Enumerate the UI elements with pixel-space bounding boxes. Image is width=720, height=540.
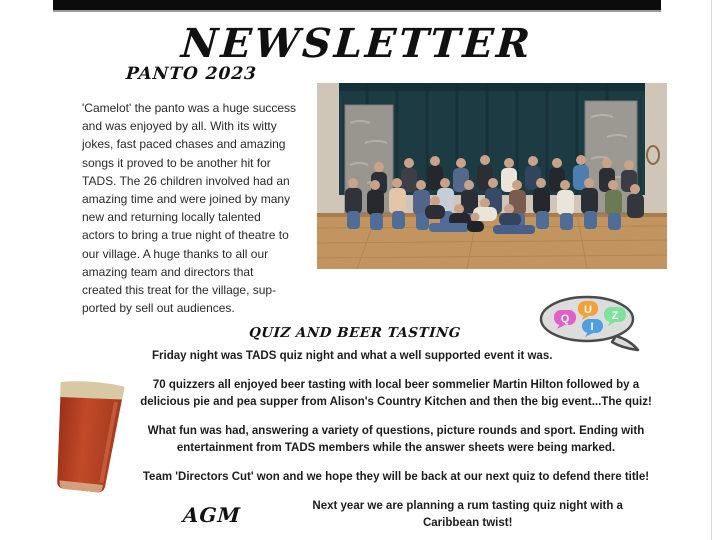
quiz-line: entertainment from TADS members while the answer sheets were being marked. bbox=[176, 442, 616, 454]
quiz-heading: QUIZ AND BEER TASTING bbox=[248, 325, 462, 341]
panto-article-line: and was enjoyed by all. With its witty bbox=[82, 119, 277, 134]
bubble-letter-i: I bbox=[590, 321, 594, 333]
newsletter-title: NEWSLETTER bbox=[179, 20, 535, 67]
panto-article-line: actors to bring a true night of theatre to bbox=[82, 228, 289, 243]
panto-article-line: amazing team and directors that bbox=[82, 264, 254, 279]
masthead-bar bbox=[53, 0, 661, 12]
beer-glass-icon bbox=[44, 377, 130, 498]
panto-article-line: 'Camelot' the panto was a huge success bbox=[82, 101, 297, 115]
quiz-line: delicious pie and pea supper from Alison's Country Kitchen and then the big event...The quiz! bbox=[140, 396, 652, 408]
panto-heading: PANTO 2023 bbox=[125, 64, 258, 84]
bubble-letter-u: U bbox=[584, 304, 592, 316]
panto-article-line: jokes, fast paced chases and amazing bbox=[82, 137, 286, 152]
quiz-speech-bubble-icon bbox=[538, 294, 642, 352]
panto-article-line: ported by sell out audiences. bbox=[82, 301, 235, 316]
quiz-line: Friday night was TADS quiz night and what a well supported event it was. bbox=[152, 350, 553, 362]
panto-article-line: our village. A huge thanks to all our bbox=[82, 246, 269, 261]
panto-article-line: amazing time and were joined by many bbox=[82, 192, 291, 207]
agm-heading: AGM bbox=[182, 503, 242, 527]
quiz-line: Caribbean twist! bbox=[422, 517, 513, 529]
panto-article-text bbox=[82, 99, 304, 317]
quiz-line: What fun was had, answering a variety of questions, picture rounds and sport. Ending with bbox=[147, 425, 645, 437]
quiz-line: 70 quizzers all enjoyed beer tasting with local beer sommelier Martin Hilton followed by a bbox=[152, 379, 640, 391]
quiz-line: Next year we are planning a rum tasting quiz night with a bbox=[312, 500, 623, 512]
bubble-letter-z: Z bbox=[611, 310, 619, 322]
bubble-letter-q: Q bbox=[560, 313, 570, 325]
quiz-line: Team 'Directors Cut' won and we hope they will be back at our next quiz to defend there title! bbox=[142, 471, 650, 483]
panto-article-line: created this treat for the village, sup- bbox=[82, 283, 277, 298]
panto-article-line: new and returning locally talented bbox=[82, 210, 261, 225]
cast-group-photo bbox=[317, 83, 667, 269]
panto-article-line: TADS. The 26 children involved had an bbox=[82, 173, 290, 188]
page-edge bbox=[711, 0, 712, 540]
panto-article-line: songs it proved to be another hit for bbox=[82, 155, 271, 170]
